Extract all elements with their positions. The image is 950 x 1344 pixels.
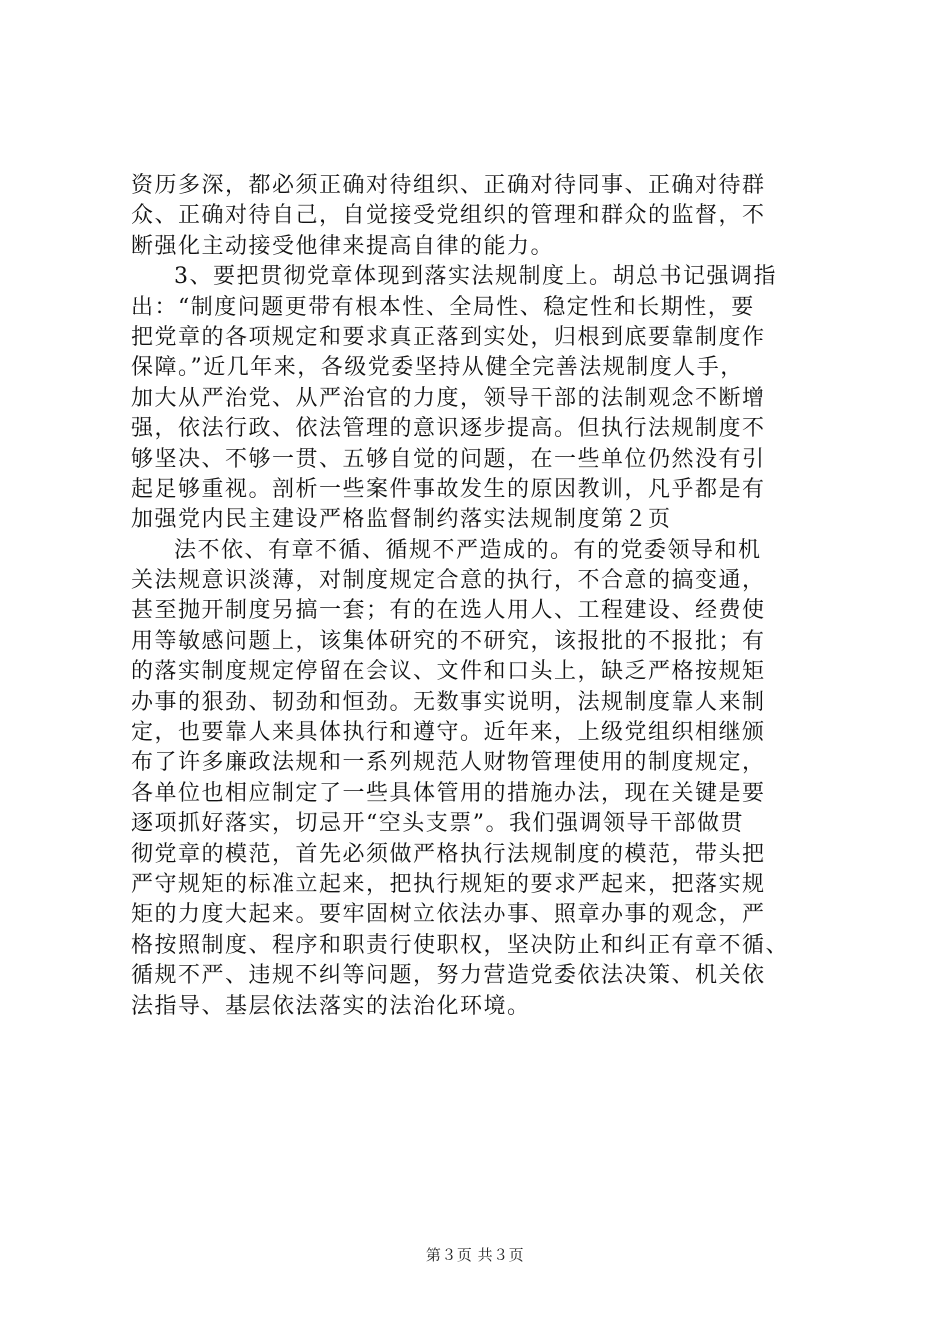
text-line: 格按照制度、程序和职责行使职权，坚决防止和纠正有章不循、 <box>131 932 790 958</box>
text-line: 强，依法行政、依法管理的意识逐步提高。但执行法规制度不 <box>131 416 766 442</box>
text-line: 加强党内民主建设严格监督制约落实法规制度第２页 <box>131 507 672 533</box>
text-line: 起足够重视。剖析一些案件事故发生的原因教训，凡乎都是有 <box>131 476 766 502</box>
text-line: 彻党章的模范，首先必须做严格执行法规制度的模范，带头把 <box>131 841 766 867</box>
text-line: 加大从严治党、从严治官的力度，领导干部的法制观念不断增 <box>131 385 766 411</box>
text-line: 3、要把贯彻党章体现到落实法规制度上。胡总书记强调指 <box>174 264 777 290</box>
text-line: 严守规矩的标准立起来，把执行规矩的要求严起来，把落实规 <box>131 871 766 897</box>
text-line: 办事的狠劲、韧劲和恒劲。无数事实说明，法规制度靠人来制 <box>131 689 766 715</box>
text-line: 断强化主动接受他律来提高自律的能力。 <box>131 233 555 259</box>
text-line: 逐项抓好落实，切忌开“空头支票”。我们强调领导干部做贯 <box>131 811 744 837</box>
text-line: 循规不严、违规不纠等问题，努力营造党委依法决策、机关依 <box>131 963 766 989</box>
text-line: 各单位也相应制定了一些具体管用的措施办法，现在关键是要 <box>131 780 766 806</box>
text-line: 资历多深，都必须正确对待组织、正确对待同事、正确对待群 <box>131 173 766 198</box>
text-line: 甚至抛开制度另搞一套；有的在选人用人、工程建设、经费使 <box>131 598 766 624</box>
text-line: 把党章的各项规定和要求真正落到实处，归根到底要靠制度作 <box>131 324 766 350</box>
text-line: 出：“制度问题更带有根本性、全局性、稳定性和长期性，要 <box>131 294 755 320</box>
page-footer: 第３页 共３页 <box>425 1246 525 1264</box>
text-line: 布了许多廉政法规和一系列规范人财物管理使用的制度规定， <box>131 750 766 776</box>
body-text <box>131 171 831 1022</box>
text-line: 保障。”近几年来，各级党委坚持从健全完善法规制度人手， <box>131 355 744 381</box>
text-line: 用等敏感问题上，该集体研究的不研究，该报批的不报批；有 <box>131 628 766 654</box>
text-line: 的落实制度规定停留在会议、文件和口头上，缺乏严格按规矩 <box>131 659 766 685</box>
text-line: 法不依、有章不循、循规不严造成的。有的党委领导和机 <box>174 537 762 563</box>
text-line: 法指导、基层依法落实的法治化环境。 <box>131 993 531 1019</box>
text-line: 够坚决、不够一贯、五够自觉的问题，在一些单位仍然没有引 <box>131 446 766 472</box>
text-line: 定，也要靠人来具体执行和遵守。近年来，上级党组织相继颁 <box>131 720 766 746</box>
text-line: 矩的力度大起来。要牢固树立依法办事、照章办事的观念，严 <box>131 902 766 928</box>
text-line: 关法规意识淡薄，对制度规定合意的执行，不合意的搞变通， <box>131 568 766 594</box>
text-line: 众、正确对待自己，自觉接受党组织的管理和群众的监督，不 <box>131 203 766 229</box>
